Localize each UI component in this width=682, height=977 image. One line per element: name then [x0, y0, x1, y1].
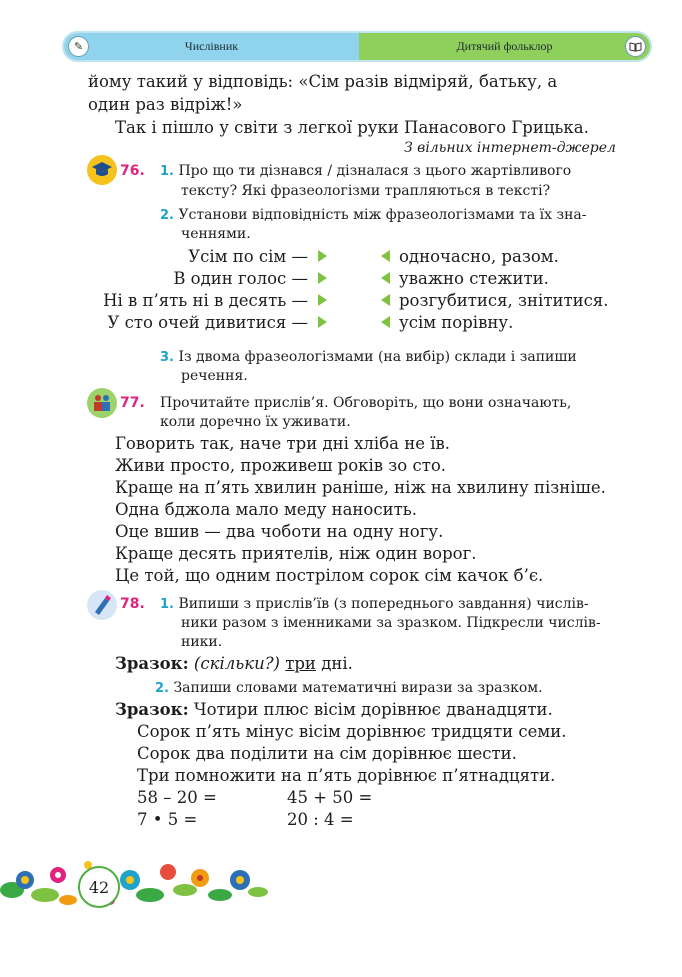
sample2-label: Зразок: — [115, 700, 189, 719]
sample-question: (скільки?) — [193, 654, 280, 673]
quill-icon: ✎ — [68, 36, 89, 57]
header-section-left — [64, 33, 359, 60]
math-expression-1: 58 – 20 = — [137, 788, 217, 807]
proverb-4: Одна бджола мало меду наносить. — [115, 500, 417, 519]
ex77-line2: коли доречно їх уживати. — [160, 414, 351, 430]
match-arrow-right-2 — [318, 272, 327, 284]
ex78-task1-number: 1. — [160, 597, 174, 612]
intro-line-2: один раз відріж!» — [88, 95, 243, 114]
ex78-task1-line1: Випиши з прислів’їв (з попереднього завдання) числів- — [178, 596, 589, 612]
ex78-task1-line3: ники. — [181, 634, 223, 650]
ex76-task2-line2: ченнями. — [181, 226, 251, 242]
ex76-task3-number: 3. — [160, 350, 174, 365]
ex76-task1-line1: Про що ти дізнався / дізналася з цього жартівливого — [178, 163, 572, 179]
sample-label: Зразок: — [115, 654, 189, 673]
ex77-line1: Прочитайте прислів’я. Обговоріть, що вони означають, — [160, 395, 572, 411]
ex76-task2-line1: Установи відповідність між фразеологізмами та їх зна- — [178, 207, 587, 223]
exercise-76-number: 76. — [120, 163, 145, 179]
proverb-1: Говорить так, наче три дні хліба не їв. — [115, 434, 451, 453]
ex76-task1-number: 1. — [160, 164, 174, 179]
math-expression-4: 20 : 4 = — [287, 810, 354, 829]
graduation-cap-icon — [87, 155, 117, 185]
ex78-task2-line1: Запиши словами математичні вирази за зразком. — [173, 680, 543, 696]
phrase-left-3: Ні в п’ять ні в десять — — [103, 291, 308, 310]
match-arrow-left-1 — [381, 250, 390, 262]
meaning-right-3: розгубитися, знітитися. — [399, 291, 609, 310]
math-expression-2: 45 + 50 = — [287, 788, 373, 807]
exercise-78-number: 78. — [120, 596, 145, 612]
intro-line-3: Так і пішло у світи з легкої руки Панасового Грицька. — [115, 118, 589, 137]
proverb-6: Краще десять приятелів, ніж один ворог. — [115, 544, 477, 563]
match-arrow-left-4 — [381, 316, 390, 328]
sample2-text: Чотири плюс вісім дорівнює дванадцяти. — [193, 700, 553, 719]
proverb-5: Оце вшив — два чоботи на одну ногу. — [115, 522, 444, 541]
ex76-task1-line2: тексту? Які фразеологізми трапляються в тексті? — [181, 183, 551, 199]
page-header — [64, 33, 650, 60]
floral-ornament — [0, 850, 270, 920]
header-right-title: Дитячий фольклор — [456, 39, 553, 53]
ex78-task1-line2: ники разом з іменниками за зразком. Підкресли числів- — [181, 615, 601, 631]
floral-ornament-shapes — [0, 861, 268, 905]
sample-numeral: три — [285, 654, 316, 673]
phrase-left-2: В один голос — — [173, 269, 308, 288]
math-expression-3: 7 • 5 = — [137, 810, 198, 829]
ex76-task3-line1: Із двома фразеологізмами (на вибір) склади і запиши — [178, 349, 577, 365]
ex78-task2-number: 2. — [155, 681, 169, 696]
math-example-2: Сорок два поділити на сім дорівнює шести. — [137, 744, 517, 763]
group-work-icon — [87, 388, 117, 418]
meaning-right-1: одночасно, разом. — [399, 247, 559, 266]
match-arrow-left-3 — [381, 294, 390, 306]
pencil-writing-icon — [87, 590, 117, 620]
source-caption: З вільних інтернет-джерел — [404, 140, 616, 156]
phrase-left-1: Усім по сім — — [188, 247, 308, 266]
meaning-right-4: усім порівну. — [399, 313, 514, 332]
page-number: 42 — [78, 866, 120, 908]
proverb-2: Живи просто, проживеш років зо сто. — [115, 456, 447, 475]
math-example-1: Сорок п’ять мінус вісім дорівнює тридцяти семи. — [137, 722, 567, 741]
meaning-right-2: уважно стежити. — [399, 269, 549, 288]
match-arrow-right-4 — [318, 316, 327, 328]
phrase-left-4: У сто очей дивитися — — [107, 313, 308, 332]
sample-noun: дні. — [321, 654, 353, 673]
math-example-3: Три помножити на п’ять дорівнює п’ятнадцяти. — [137, 766, 556, 785]
intro-line-1: йому такий у відповідь: «Сім разів відміряй, батьку, а — [88, 72, 558, 91]
header-section-right — [359, 33, 650, 60]
match-arrow-right-1 — [318, 250, 327, 262]
match-arrow-left-2 — [381, 272, 390, 284]
match-arrow-right-3 — [318, 294, 327, 306]
header-left-title: Числівник — [184, 39, 239, 53]
proverb-7: Це той, що одним пострілом сорок сім качок б’є. — [115, 566, 544, 585]
proverb-3: Краще на п’ять хвилин раніше, ніж на хвилину пізніше. — [115, 478, 606, 497]
exercise-77-number: 77. — [120, 395, 145, 411]
ex76-task3-line2: речення. — [181, 368, 248, 384]
ex76-task2-number: 2. — [160, 208, 174, 223]
book-icon — [625, 36, 646, 57]
